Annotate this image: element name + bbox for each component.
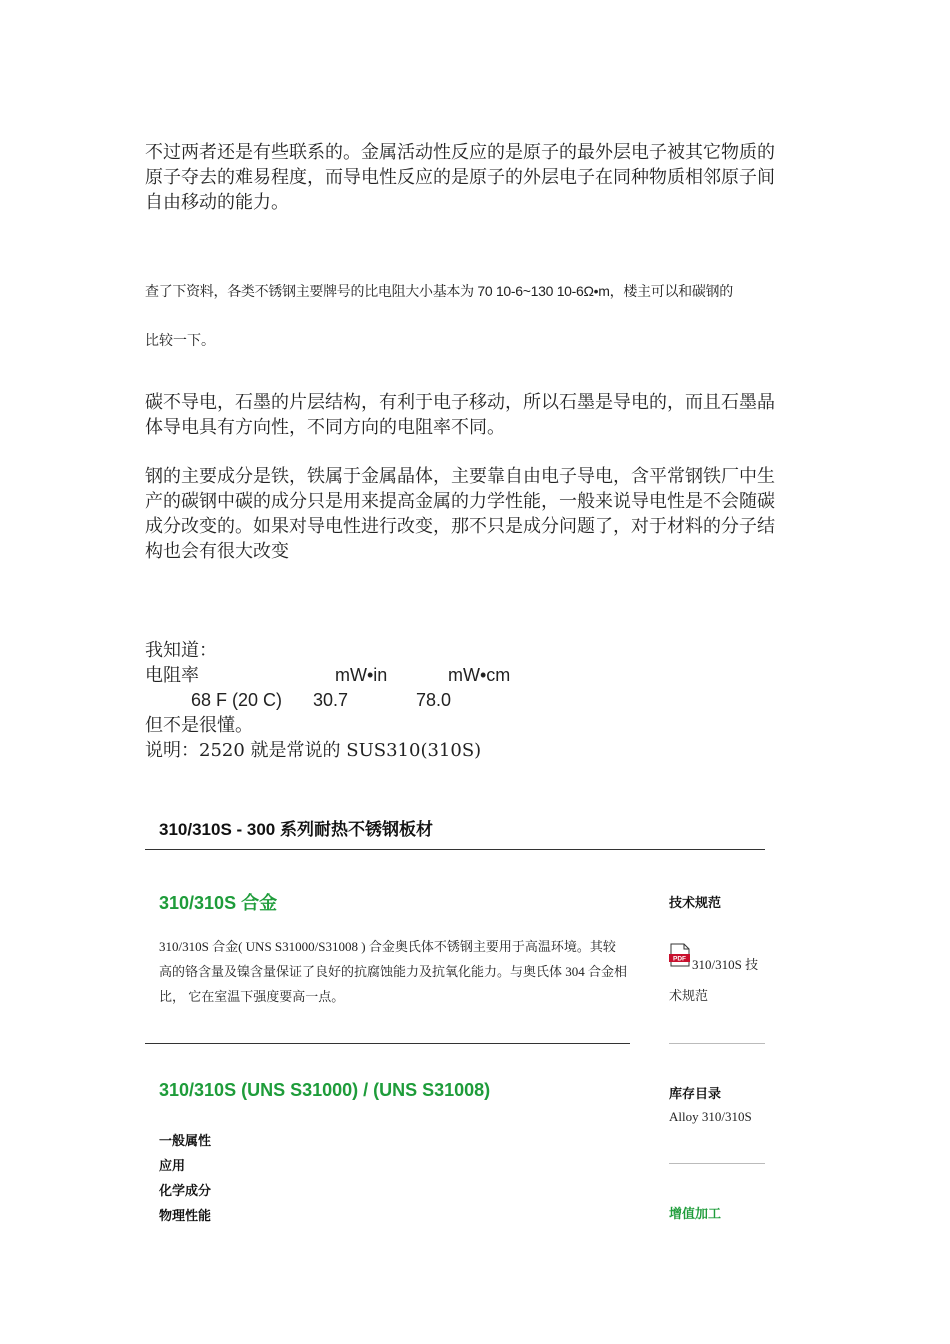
temperature: 68 F (20 C) — [191, 690, 283, 710]
value-mw-cm: 78.0 — [416, 690, 452, 710]
spec-link[interactable] — [692, 952, 758, 977]
alloy-description — [159, 934, 629, 1009]
stock-item[interactable]: Alloy 310/310S — [669, 1109, 752, 1124]
text-line: 不过两者还是有些联系的。金属活动性反应的是原子的最外层电子被其它物质的 — [145, 142, 775, 163]
stock-divider — [669, 1163, 765, 1164]
uns-item-chemical[interactable]: 化学成分 — [159, 1183, 212, 1198]
text-line: 但不是很懂。 — [145, 715, 253, 736]
paragraph-steel — [145, 464, 775, 564]
unit-mw-in: mW•in — [335, 665, 388, 685]
stock-title: 库存目录 — [669, 1086, 722, 1101]
text-line: 我知道： — [145, 640, 217, 661]
text-line: 310/310S 合金( UNS S31000/S31008 ) 合金奥氏体不锈钢主要用于高温环境。其较 — [159, 939, 616, 954]
paragraph-metal-activity — [145, 140, 775, 215]
text-line: 碳不导电，石墨的片层结构，有利于电子移动，所以石墨是导电的，而且石墨晶 — [145, 392, 775, 413]
text-line: 比， 它在室温下强度要高一点。 — [159, 989, 345, 1004]
paragraph-resistivity-info — [145, 282, 733, 300]
uns-item-list — [159, 1128, 211, 1228]
paragraph-i-know — [145, 638, 785, 763]
resistivity-label: 电阻率 — [145, 665, 199, 686]
text-line: 体导电具有方向性，不同方向的电阻率不同。 — [145, 417, 505, 438]
alloy-divider — [145, 1043, 630, 1044]
text-line: 产的碳钢中碳的成分只是用来提高金属的力学性能，一般来说导电性是不会随碳 — [145, 491, 775, 512]
spec-divider — [669, 1043, 765, 1044]
spec-title: 技术规范 — [669, 895, 722, 910]
text-line: 高的铬含量及镍含量保证了良好的抗腐蚀能力及抗氧化能力。与奥氏体 304 合金相 — [159, 964, 628, 979]
pdf-icon-label: PDF — [673, 955, 686, 963]
note-line: 说明：2520 就是常说的 SUS310(310S) — [145, 740, 482, 761]
paragraph-graphite — [145, 390, 775, 440]
header-divider — [145, 849, 765, 850]
value-added-link[interactable]: 增值加工 — [669, 1206, 722, 1221]
text-line: 构也会有很大改变 — [145, 541, 289, 562]
text-line: 钢的主要成分是铁，铁属于金属晶体，主要靠自由电子导电，含平常钢铁厂中生 — [145, 466, 775, 487]
text-line: 查了下资料，各类不锈钢主要牌号的比电阻大小基本为 70 10-6~130 10-6Ω•m，楼主可以和碳钢的 — [145, 283, 733, 299]
spec-link-text[interactable]: 310/310S 技 — [692, 957, 759, 972]
unit-mw-cm: mW•cm — [448, 665, 511, 685]
text-line: 原子夺去的难易程度，而导电性反应的是原子的外层电子在同种物质相邻原子间 — [145, 167, 775, 188]
paragraph-resistivity-info-end — [145, 331, 215, 349]
value-mw-in: 30.7 — [313, 690, 349, 710]
text-line: 自由移动的能力。 — [145, 192, 289, 213]
pdf-icon[interactable] — [669, 943, 691, 967]
text-line: 成分改变的。如果对导电性进行改变，那不只是成分问题了，对于材料的分子结 — [145, 516, 775, 537]
uns-item-physical[interactable]: 物理性能 — [159, 1208, 212, 1223]
spec-link-text[interactable]: 术规范 — [669, 988, 709, 1003]
uns-title: 310/310S (UNS S31000) / (UNS S31008) — [159, 1080, 491, 1100]
product-header: 310/310S - 300 系列耐热不锈钢板材 — [159, 820, 433, 839]
spec-link-continued[interactable] — [669, 983, 708, 1008]
alloy-title: 310/310S 合金 — [159, 893, 278, 913]
text-line: 比较一下。 — [145, 332, 215, 348]
uns-item-general[interactable]: 一般属性 — [159, 1133, 212, 1148]
uns-item-applications[interactable]: 应用 — [159, 1158, 186, 1173]
